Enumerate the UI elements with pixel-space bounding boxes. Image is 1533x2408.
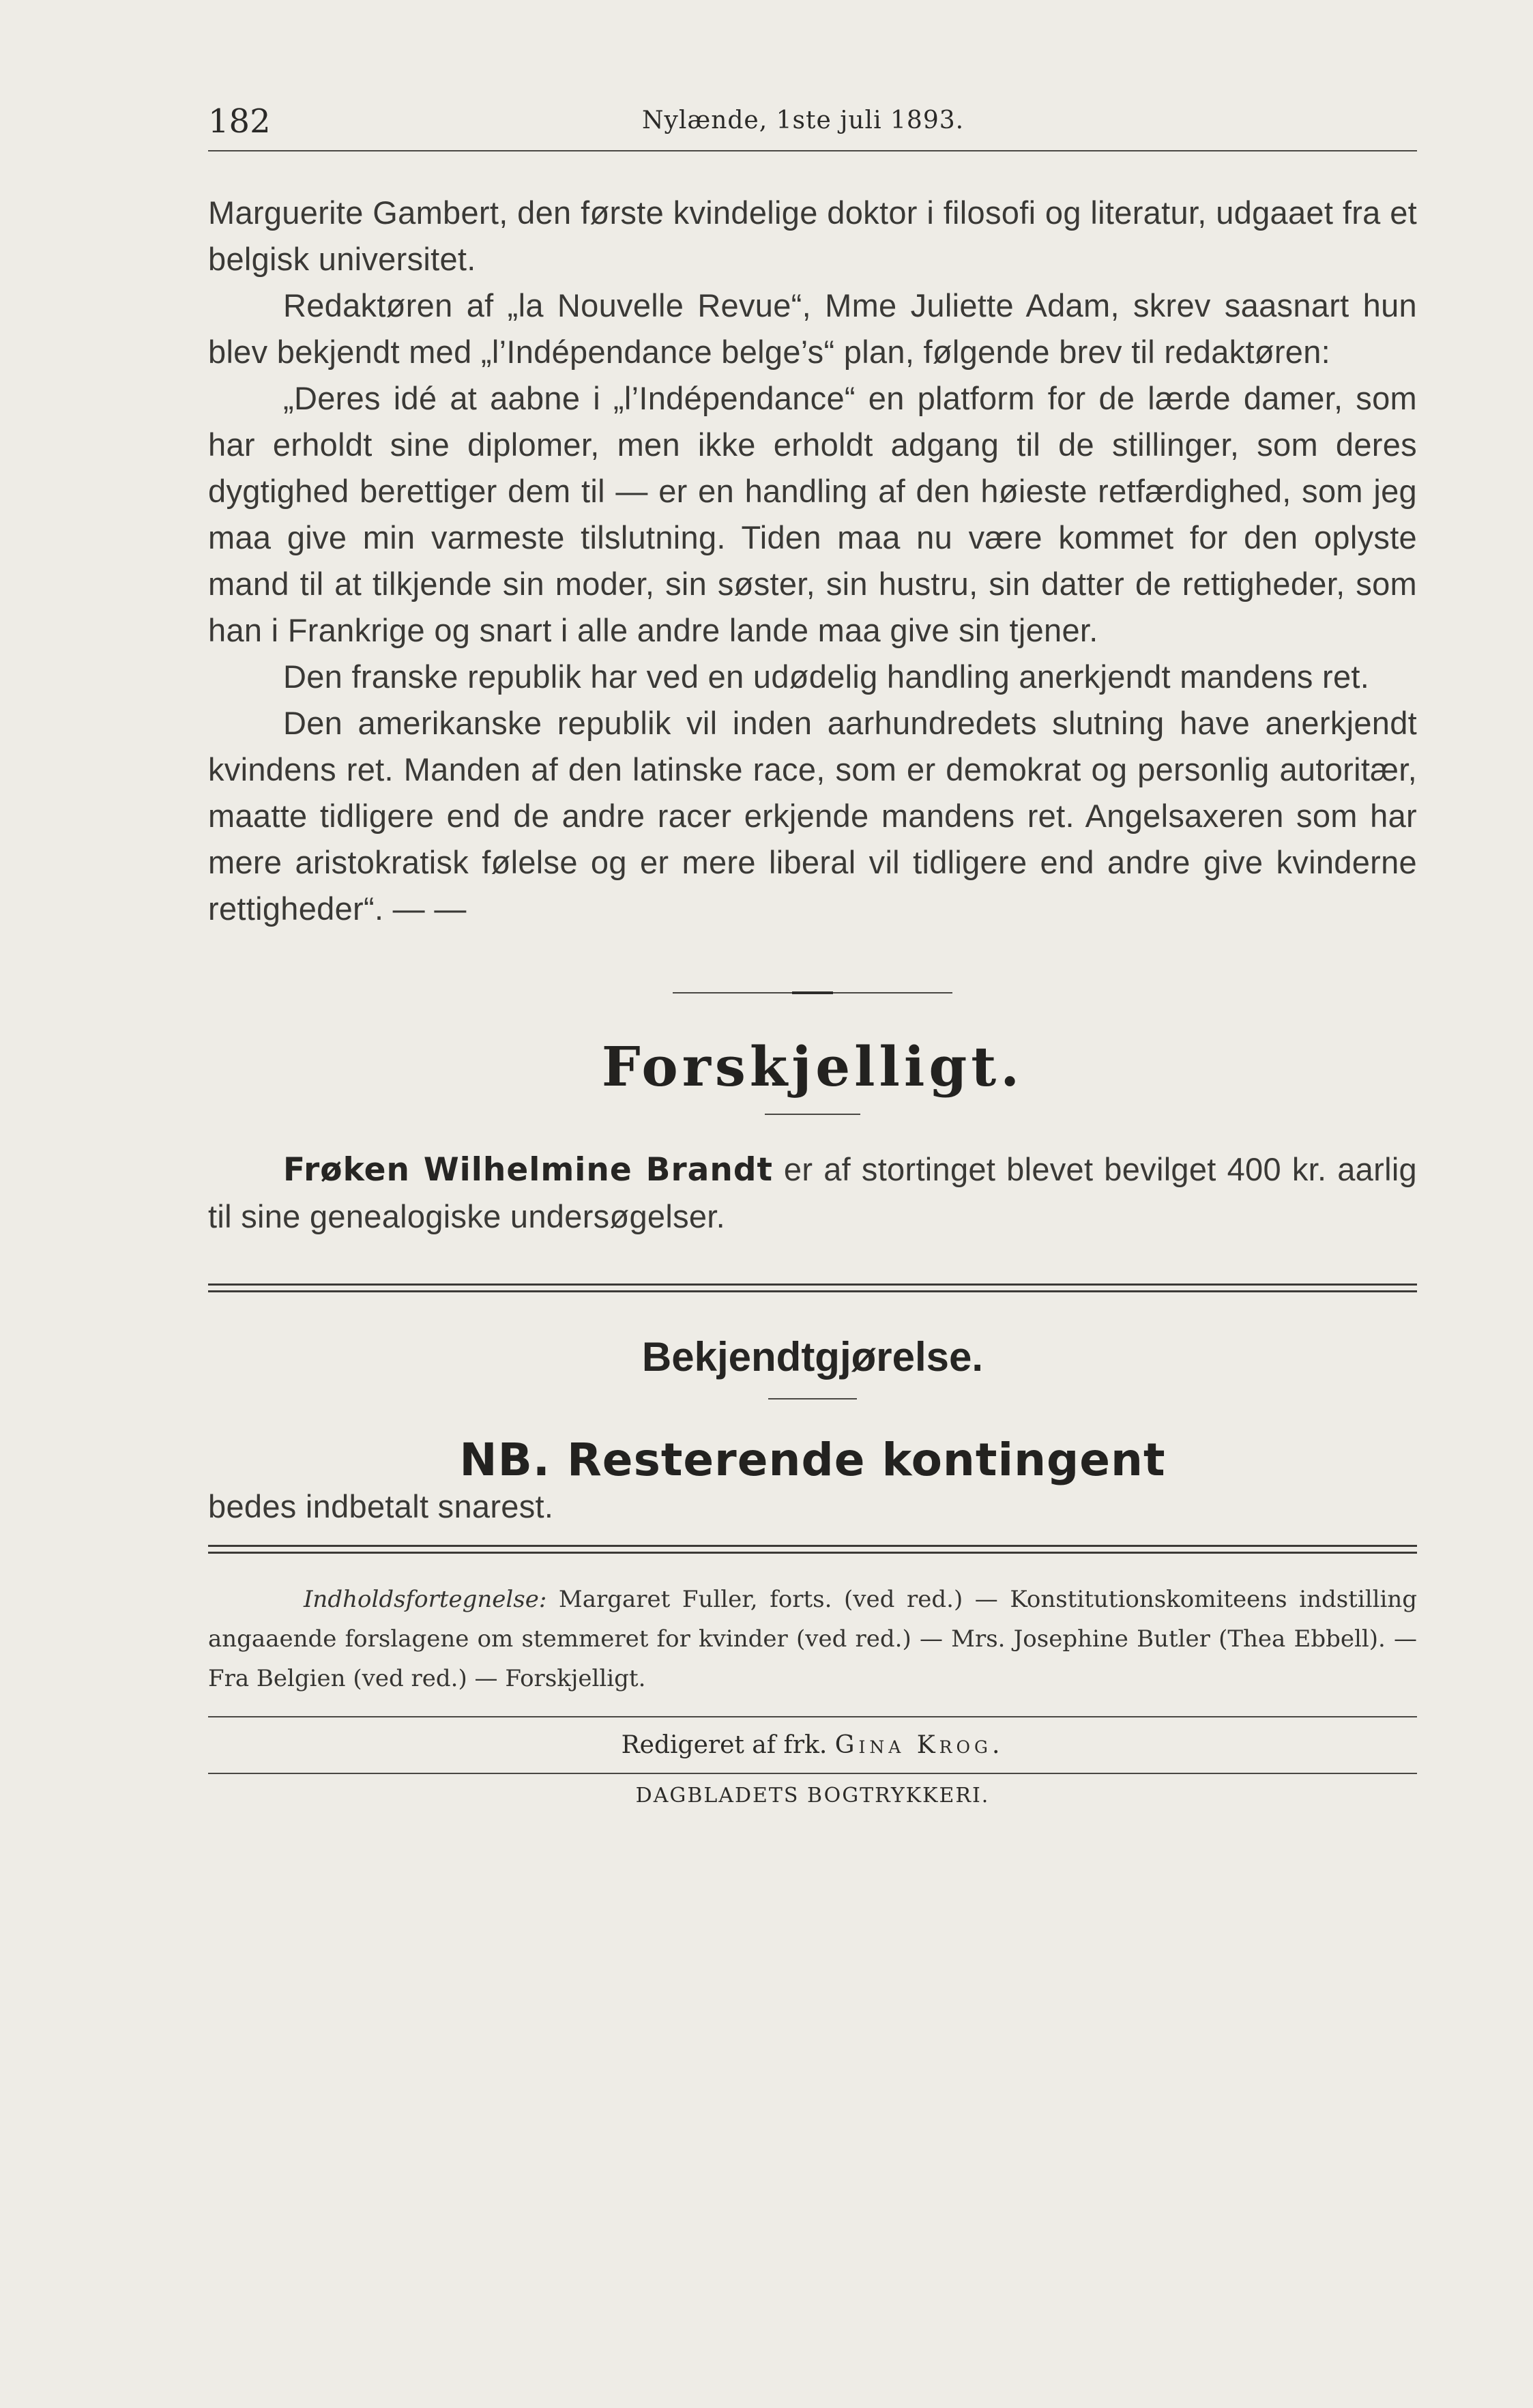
news-item-text: er af stortinget blevet bevilget 400 kr. aarlig til sine genealogiske undersøgelser. (208, 1151, 1417, 1234)
contents-text: Margaret Fuller, forts. (ved red.) — Konstitutionskomiteens indstilling angaaende forslagene om stemmeret for kvinder (ved red.) — Mrs. Josephine Butler (Thea Ebbell). — Fra Belgien (ved red.) — Forskjelligt. (208, 1586, 1417, 1692)
article-paragraph-5: Den amerikanske republik vil inden aarhundredets slutning have anerkjendt kvindens ret. Manden af den latinske race, som er demokrat og personlig autoritær, maatte tidligere end de andre racer erkjende mandens ret. Angelsaxeren som har mere aristokratisk følelse og er mere liberal vil tidligere end andre give kvinderne rettigheder“. — — (208, 705, 1417, 927)
printer-imprint: DAGBLADETS BOGTRYKKERI. (635, 1784, 990, 1808)
table-of-contents (208, 1580, 1417, 1698)
contents-label: Indholdsfortegnelse: (304, 1586, 547, 1613)
article-paragraph-2: Redaktøren af „la Nouvelle Revue“, Mme Juliette Adam, skrev saasnart hun blev bekjendt med „l’Indépendance belge’s“ plan, følgende brev til redaktøren: (208, 287, 1417, 370)
nb-heading: NB. Resterende kontingent (459, 1434, 1166, 1486)
nb-text: bedes indbetalt snarest. (208, 1488, 554, 1524)
notice-title: Bekjendtgjørelse. (641, 1334, 984, 1380)
running-title: Nylænde, 1ste juli 1893. (642, 106, 965, 134)
section-title: Forskjelligt. (601, 1034, 1024, 1099)
page-number: 182 (208, 102, 271, 141)
document-page (208, 102, 1417, 1808)
edited-by-prefix: Redigeret af frk. (621, 1731, 828, 1759)
editor-name: Gina Krog. (834, 1731, 1004, 1759)
editor-credit (208, 1731, 1417, 1759)
news-item (208, 1146, 1417, 1240)
article-paragraph-1: Marguerite Gambert, den første kvindelige doktor i filosofi og literatur, udgaaet fra et belgisk universitet. (208, 194, 1417, 277)
notice-top-rule (208, 1283, 1417, 1292)
notice-bottom-rule (208, 1545, 1417, 1554)
section-divider (673, 992, 952, 993)
article-paragraph-4: Den franske republik har ved en udødelig handling anerkjendt mandens ret. (283, 658, 1370, 695)
running-head (208, 102, 1417, 150)
article-paragraph-3: „Deres idé at aabne i „l’Indépendance“ en platform for de lærde damer, som har erholdt sine diplomer, men ikke erholdt adgang til de stillinger, som deres dygtighed berettiger dem til — er en handling af den høieste retfærdighed, som jeg maa give min varmeste tilslutning. Tiden maa nu være kommet for den oplyste mand til at tilkjende sin moder, sin søster, sin hustru, sin datter de rettigheder, som han i Frankrige og snart i alle andre lande maa give sin tjener. (208, 380, 1417, 648)
news-item-lead: Frøken Wilhelmine Brandt (283, 1151, 773, 1189)
